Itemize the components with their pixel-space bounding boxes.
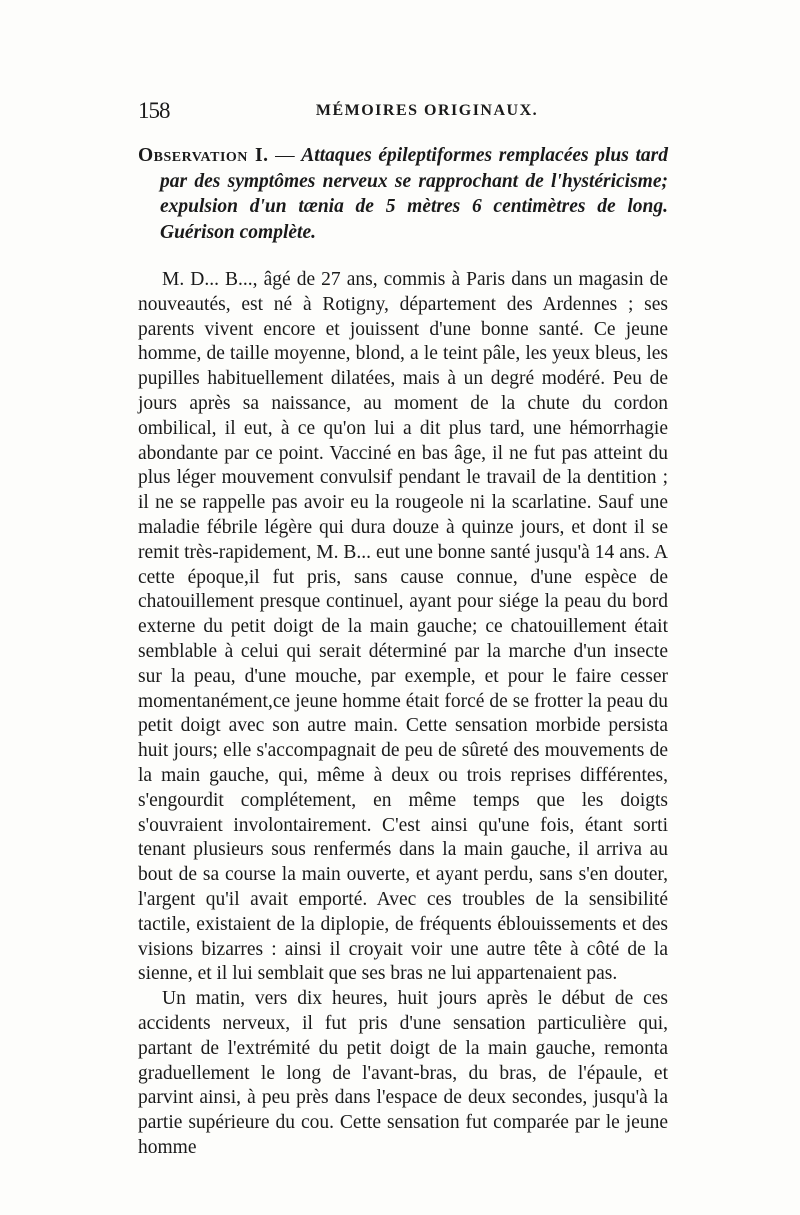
paragraph-2: Un matin, vers dix heures, huit jours après le début de ces accidents nerveux, il fut pris d'une sensation particulière qui, partant de l'extrémité du petit doigt de la main gauche, remonta graduellement le long de l'avant-bras, du bras, de l'épaule, et parvint ainsi, à peu près dans l'espace de deux secondes, jusqu'à la partie supérieure du cou. Cette sensation fut comparée par le jeune homme	[138, 988, 668, 1158]
observation-label: Observation I.	[138, 145, 269, 166]
page-body	[138, 143, 668, 1161]
observation-heading-inner	[138, 143, 668, 245]
observation-dash: —	[268, 145, 302, 166]
observation-heading	[138, 143, 668, 245]
observation-title: Attaques épileptiformes remplacées plus tard par des symptômes nerveux se rapprochant de l'hystéricisme; expulsion d'un tænia de 5 mètres 6 centimètres de long. Guérison complète.	[160, 145, 668, 243]
running-head	[138, 98, 676, 128]
running-title: MÉMOIRES ORIGINAUX.	[315, 102, 539, 119]
page-number: 158	[138, 98, 170, 123]
paragraph-1: M. D... B..., âgé de 27 ans, commis à Paris dans un magasin de nouveautés, est né à Rotigny, département des Ardennes ; ses parents vivent encore et jouissent d'une bonne santé. Ce jeune homme, de taille moyenne, blond, a le teint pâle, les yeux bleus, les pupilles habituellement dilatées, mais à un degré modéré. Peu de jours après sa naissance, au moment de la chute du cordon ombilical, il eut, à ce qu'on lui a dit plus tard, une hémorrhagie abondante par ce point. Vacciné en bas âge, il ne fut pas atteint du plus léger mouvement convulsif pendant le travail de la dentition ; il ne se rappelle pas avoir eu la rougeole ni la scarlatine. Sauf une maladie fébrile légère qui dura douze à quinze jours, et dont il se remit très-rapidement, M. B... eut une bonne santé jusqu'à 14 ans. A cette époque,il fut pris, sans cause connue, d'une espèce de chatouillement presque continuel, ayant pour siége la peau du bord externe du petit doigt de la main gauche; ce chatouillement était semblable à celui qui serait déterminé par la marche d'un insecte sur la peau, d'une mouche, par exemple, et pour le faire cesser momentanément,ce jeune homme était forcé de se frotter la peau du petit doigt avec son autre main. Cette sensation morbide persista huit jours; elle s'accompagnait de peu de sûreté des mouvements de la main gauche, qui, même à deux ou trois reprises différentes, s'engourdit complétement, en même temps que les doigts s'ouvraient involontairement. C'est ainsi qu'une fois, étant sorti tenant plusieurs sous renfermés dans la main gauche, il arriva au bout de sa course la main ouverte, et ayant perdu, sans s'en douter, l'argent qu'il avait emporté. Avec ces troubles de la sensibilité tactile, existaient de la diplopie, de fréquents éblouissements et des visions bizarres : ainsi il croyait voir une autre tête à côté de la sienne, et il lui semblait que ses bras ne lui appartenaient pas.	[138, 269, 668, 985]
